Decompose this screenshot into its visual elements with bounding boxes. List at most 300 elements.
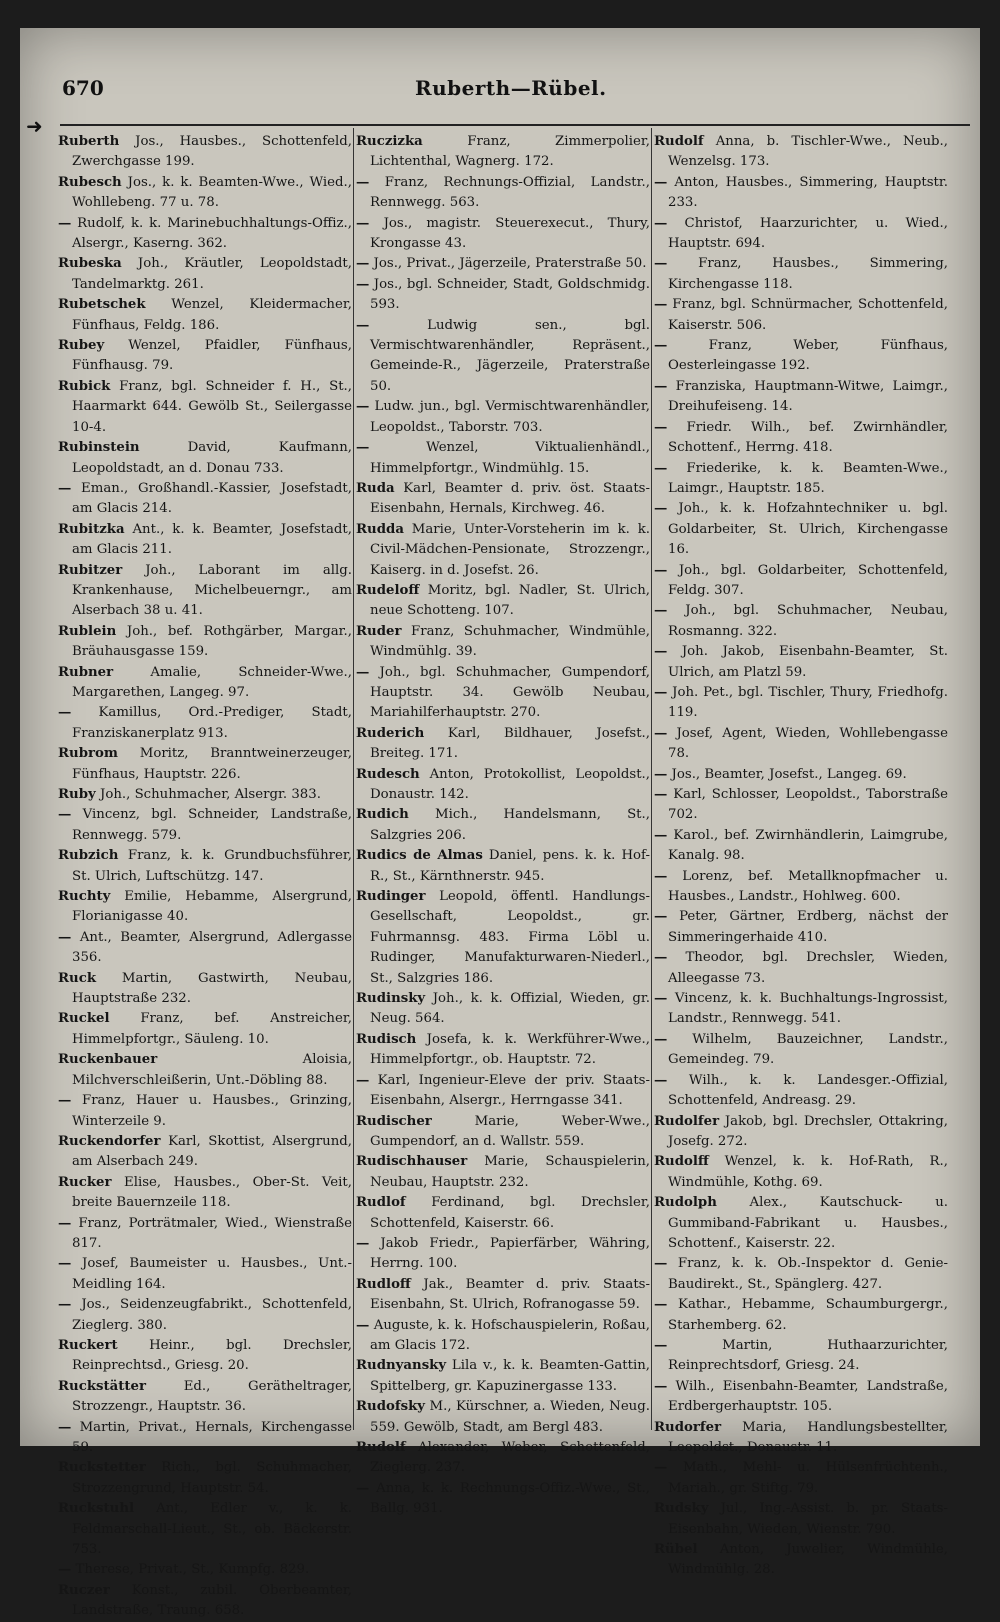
entry-details: Wilhelm, Bauzeichner, Landstr., Gemeindeg. 79.	[668, 1031, 948, 1068]
directory-entry	[654, 948, 948, 989]
directory-entry	[58, 969, 352, 1010]
entry-surname: —	[654, 868, 668, 884]
entry-surname: Ruckel	[58, 1011, 110, 1027]
directory-entry	[58, 1377, 352, 1418]
entry-details: Wenzel, Viktualienhändl., Himmelpfortgr., Windmühlg. 15.	[370, 440, 651, 476]
directory-entry	[654, 1499, 948, 1540]
entry-surname: —	[654, 1031, 668, 1047]
entry-surname: Rubzich	[58, 848, 119, 864]
entry-details: Marie, Weber-Wwe., Gumpendorf, an d. Wallstr. 559.	[370, 1113, 650, 1149]
entry-details: Franziska, Hauptmann-Witwe, Laimgr., Dreihufeiseng. 14.	[668, 378, 948, 415]
column-2	[356, 132, 651, 1517]
entry-details: Karl, Skottist, Alsergrund, am Alserbach 249.	[72, 1133, 352, 1170]
entry-surname: Rudolff	[654, 1154, 709, 1170]
entry-surname: —	[356, 440, 370, 456]
entry-surname: Rudolph	[654, 1195, 717, 1211]
directory-entry	[654, 173, 948, 214]
entry-details: Maria, Handlungsbestellter, Leopoldst., Donaustr. 11.	[668, 1419, 949, 1455]
entry-surname: —	[654, 644, 668, 660]
entry-details: Alex., Kautschuck- u. Gummiband-Fabrikant u. Hausbes., Schottenf., Kaiserstr. 22.	[668, 1195, 948, 1251]
directory-entry	[654, 1377, 948, 1418]
entry-surname: —	[654, 378, 668, 394]
entry-surname: —	[356, 1072, 370, 1088]
entry-surname: —	[654, 827, 668, 843]
entry-details: Jak., Beamter d. priv. Staats-Eisenbahn, St. Ulrich, Rofranogasse 59.	[370, 1276, 650, 1313]
directory-entry	[356, 765, 650, 806]
entry-surname: Rubesch	[58, 174, 122, 190]
entry-details: David, Kaufmann, Leopoldstadt, an d. Donau 733.	[72, 440, 352, 476]
entry-surname: Rübel	[654, 1542, 698, 1558]
directory-entry	[654, 1418, 948, 1459]
entry-details: Christof, Haarzurichter, u. Wied., Hauptstr. 694.	[668, 215, 948, 252]
directory-entry	[58, 520, 352, 561]
entry-details: Mich., Handelsmann, St., Salzgries 206.	[370, 807, 650, 843]
entry-surname: —	[356, 256, 370, 272]
directory-entry	[356, 173, 650, 214]
entry-details: Anton, Hausbes., Simmering, Hauptstr. 233.	[668, 174, 948, 211]
entry-details: Franz, Rechnungs-Offizial, Landstr., Rennwegg. 563.	[370, 174, 650, 211]
directory-entry	[58, 622, 352, 663]
entry-surname: Rubner	[58, 664, 114, 680]
entry-details: Konst., zubil. Oberbeamter, Landstraße, Traung. 658.	[72, 1582, 352, 1619]
directory-entry	[58, 1295, 352, 1336]
directory-entry	[654, 459, 948, 500]
directory-entry	[654, 1540, 948, 1581]
directory-entry	[356, 397, 650, 438]
entry-surname: —	[654, 1378, 668, 1394]
directory-page	[20, 28, 980, 1619]
directory-entry	[58, 1499, 352, 1560]
entry-surname: Ruckendorfer	[58, 1133, 161, 1149]
entry-surname: Rudnyansky	[356, 1358, 447, 1374]
entry-details: Franz, Schuhmacher, Windmühle, Windmühlg. 39.	[370, 623, 650, 660]
directory-entry	[58, 1458, 352, 1499]
entry-surname: —	[654, 603, 668, 619]
entry-details: Elise, Hausbes., Ober-St. Veit, breite Bauernzeile 118.	[72, 1174, 352, 1211]
header-rule	[60, 124, 970, 126]
entry-surname: Rudloff	[356, 1276, 411, 1292]
entry-surname: Rucker	[58, 1174, 112, 1190]
directory-entry	[58, 438, 352, 479]
entry-surname: Rudischhauser	[356, 1154, 468, 1170]
entry-details: Lorenz, bef. Metallknopfmacher u. Hausbes., Landstr., Hohlweg. 600.	[668, 868, 948, 905]
entry-details: Joh. Pet., bgl. Tischler, Thury, Friedhofg. 119.	[668, 684, 949, 721]
entry-surname: Rubeska	[58, 256, 122, 272]
entry-details: Jos., Hausbes., Schottenfeld, Zwerchgasse 199.	[72, 134, 352, 170]
entry-surname: —	[58, 1215, 72, 1231]
directory-entry	[356, 1397, 650, 1438]
entry-surname: Rubitzer	[58, 562, 123, 578]
directory-entry	[58, 1214, 352, 1255]
directory-entry	[654, 724, 948, 765]
entry-surname: —	[654, 460, 668, 476]
entry-surname: Ruckert	[58, 1337, 118, 1353]
entry-surname: Rudich	[356, 807, 409, 823]
column-3	[654, 132, 949, 1578]
directory-entry	[654, 765, 948, 785]
directory-entry	[58, 1091, 352, 1132]
entry-details: Karol., bef. Zwirnhändlerin, Laimgrube, Kanalg. 98.	[668, 827, 948, 864]
entry-surname: Ruckenbauer	[58, 1052, 158, 1068]
entry-details: Josefa, k. k. Werkführer-Wwe., Himmelpfortgr., ob. Hauptstr. 72.	[370, 1031, 650, 1068]
page-number: 670	[62, 76, 104, 100]
entry-surname: —	[356, 276, 370, 292]
entry-surname: —	[654, 256, 668, 272]
directory-entry	[58, 663, 352, 704]
directory-entry	[356, 724, 650, 765]
directory-entry	[58, 295, 352, 336]
entry-surname: Rudolf	[356, 1440, 406, 1455]
entry-surname: —	[654, 297, 668, 313]
directory-entry	[356, 805, 650, 846]
entry-details: Kamillus, Ord.-Prediger, Stadt, Franziskanerplatz 913.	[72, 705, 352, 741]
directory-entry	[356, 438, 650, 479]
directory-entry	[58, 479, 352, 520]
entry-details: Joh., bgl. Schuhmacher, Neubau, Rosmanng. 322.	[668, 603, 949, 639]
entry-details: Ludw. jun., bgl. Vermischtwarenhändler, Leopoldst., Taborstr. 703.	[370, 399, 650, 435]
directory-entry	[356, 663, 650, 724]
directory-entry	[356, 275, 650, 316]
entry-surname: —	[654, 1297, 668, 1313]
directory-entry	[356, 989, 650, 1030]
entry-surname: —	[58, 705, 72, 721]
directory-entry	[654, 1071, 948, 1112]
entry-surname: —	[654, 1337, 668, 1353]
directory-entry	[58, 132, 352, 173]
directory-entry	[356, 1030, 650, 1071]
directory-entry	[356, 214, 650, 255]
entry-details: Auguste, k. k. Hofschauspielerin, Roßau, am Glacis 172.	[370, 1317, 650, 1353]
entry-details: Karl, Bildhauer, Josefst., Breiteg. 171.	[370, 725, 650, 762]
entry-surname: Rubick	[58, 378, 111, 394]
entry-details: Math., Mehl- u. Hülsenfrüchtenh., Mariah., gr. Stiftg. 79.	[668, 1460, 949, 1496]
column-divider	[353, 128, 354, 1430]
entry-details: Jul., Ing.-Assist. b. pr. Staats-Eisenbahn, Wieden, Wienstr. 790.	[668, 1501, 948, 1537]
directory-entry	[654, 1030, 948, 1071]
entry-surname: Ruby	[58, 787, 96, 802]
entry-surname: Ruckstätter	[58, 1378, 147, 1394]
directory-entry	[58, 173, 352, 214]
directory-entry	[654, 642, 948, 683]
entry-details: Joh., Kräutler, Leopoldstadt, Tandelmarktg. 261.	[72, 256, 352, 292]
directory-entry	[654, 336, 948, 377]
entry-details: Franz, k. k. Ob.-Inspektor d. Genie-Baudirekt., St., Spänglerg. 427.	[668, 1256, 948, 1292]
entry-surname: —	[654, 1256, 668, 1272]
directory-entry	[58, 744, 352, 785]
entry-details: Karl, Schlosser, Leopoldst., Taborstraße 702.	[668, 787, 948, 823]
entry-details: Jakob Friedr., Papierfärber, Währing, Herrng. 100.	[370, 1235, 650, 1272]
directory-entry	[58, 928, 352, 969]
entry-surname: —	[654, 766, 668, 782]
entry-details: Alexander, Weber, Schottenfeld, Zieglerg. 237.	[370, 1440, 651, 1476]
entry-surname: —	[654, 1460, 668, 1476]
entry-details: Jos., magistr. Steuerexecut., Thury, Krongasse 43.	[370, 215, 650, 252]
directory-entry	[58, 336, 352, 377]
column-1	[58, 132, 353, 1619]
entry-details: Franz, Porträtmaler, Wied., Wienstraße 817.	[72, 1215, 352, 1251]
entry-details: Eman., Großhandl.-Kassier, Josefstadt, am Glacis 214.	[72, 480, 352, 517]
entry-surname: Rudlof	[356, 1195, 406, 1211]
entry-details: Wenzel, Pfaidler, Fünfhaus, Fünfhausg. 79.	[72, 338, 352, 374]
entry-details: Wilh., k. k. Landesger.-Offizial, Schottenfeld, Andreasg. 29.	[668, 1072, 948, 1109]
entry-surname: —	[654, 684, 668, 700]
entry-details: Joh., bef. Rothgärber, Margar., Bräuhausgasse 159.	[72, 623, 352, 660]
entry-details: Heinr., bgl. Drechsler, Reinprechtsd., Griesg. 20.	[72, 1337, 352, 1374]
entry-surname: Rudsky	[654, 1501, 709, 1517]
column-divider	[651, 128, 652, 1430]
entry-details: Anton, Juwelier, Windmühle, Windmühlg. 28.	[668, 1542, 949, 1578]
entry-details: Jakob, bgl. Drechsler, Ottakring, Josefg. 272.	[668, 1113, 948, 1149]
entry-details: Kathar., Hebamme, Schaumburgergr., Starhemberg. 62.	[668, 1297, 948, 1333]
entry-surname: Ruckstetter	[58, 1460, 146, 1476]
entry-details: Ferdinand, bgl. Drechsler, Schottenfeld, Kaiserstr. 66.	[370, 1195, 650, 1231]
directory-entry	[654, 418, 948, 459]
entry-surname: —	[654, 787, 668, 802]
entry-surname: —	[654, 215, 668, 231]
entry-details: Joh. Jakob, Eisenbahn-Beamter, St. Ulrich, am Platzl 59.	[668, 644, 948, 680]
entry-details: Rich., bgl. Schuhmacher, Strozzengrund, Hauptstr. 54.	[72, 1460, 352, 1496]
entry-surname: Ruczizka	[356, 134, 423, 149]
entry-surname: Ruder	[356, 623, 402, 639]
directory-entry	[654, 254, 948, 295]
entry-details: Moritz, bgl. Nadler, St. Ulrich, neue Schotteng. 107.	[370, 582, 650, 619]
entry-details: Jos., bgl. Schneider, Stadt, Goldschmidg. 593.	[370, 276, 650, 313]
entry-details: Ludwig sen., bgl. Vermischtwarenhändler, Repräsent., Gemeinde-R., Jägerzeile, Praterstraße 50.	[370, 317, 650, 394]
entry-surname: Rudofsky	[356, 1399, 426, 1415]
directory-entry	[654, 377, 948, 418]
directory-entry	[356, 846, 650, 887]
entry-surname: —	[58, 1093, 72, 1109]
entry-details: Ant., Beamter, Alsergrund, Adlergasse 356.	[72, 929, 352, 966]
directory-entry	[58, 785, 352, 805]
entry-surname: Rudolf	[654, 134, 704, 149]
entry-surname: —	[356, 174, 370, 190]
directory-entry	[356, 479, 650, 520]
entry-surname: —	[654, 1072, 668, 1088]
entry-surname: —	[58, 1562, 72, 1578]
entry-details: Wilh., Eisenbahn-Beamter, Landstraße, Erdbergerhauptstr. 105.	[668, 1378, 948, 1415]
entry-details: Wenzel, k. k. Hof-Rath, R., Windmühle, Kothg. 69.	[668, 1154, 948, 1190]
directory-entry	[58, 1418, 352, 1459]
entry-surname: Ruderich	[356, 725, 425, 741]
entry-details: Wenzel, Kleidermacher, Fünfhaus, Feldg. 186.	[72, 297, 352, 333]
entry-details: Rudolf, k. k. Marinebuchhaltungs-Offiz., Alsergr., Kaserng. 362.	[72, 215, 352, 252]
entry-details: Vincenz, k. k. Buchhaltungs-Ingrossist, Landstr., Rennwegg. 541.	[668, 991, 949, 1027]
entry-surname: Ruczer	[58, 1582, 110, 1598]
entry-details: Anton, Protokollist, Leopoldst., Donaustr. 142.	[370, 766, 650, 802]
entry-details: Jos., Privat., Jägerzeile, Praterstraße 50.	[373, 256, 647, 272]
entry-details: Jos., k. k. Beamten-Wwe., Wied., Wohllebeng. 77 u. 78.	[72, 174, 353, 211]
entry-details: Therese, Privat., St., Kumpfg. 829.	[75, 1562, 310, 1578]
directory-entry	[356, 1438, 650, 1479]
entry-details: Martin, Privat., Hernals, Kirchengasse 59.	[72, 1419, 352, 1455]
entry-details: Friederike, k. k. Beamten-Wwe., Laimgr., Hauptstr. 185.	[668, 460, 949, 496]
entry-surname: Rudeloff	[356, 582, 420, 598]
entry-details: Friedr. Wilh., bef. Zwirnhändler, Schottenf., Herrng. 418.	[668, 419, 948, 456]
entry-details: Franz, Hauer u. Hausbes., Grinzing, Winterzeile 9.	[72, 1093, 352, 1129]
entry-details: Franz, bgl. Schneider f. H., St., Haarmarkt 644. Gewölb St., Seilergasse 10-4.	[72, 378, 352, 435]
entry-details: Anna, b. Tischler-Wwe., Neub., Wenzelsg. 173.	[668, 134, 948, 170]
directory-entry	[58, 254, 352, 295]
directory-entry	[58, 1581, 352, 1622]
directory-entry	[58, 561, 352, 622]
entry-details: Josef, Agent, Wieden, Wohllebengasse 78.	[668, 725, 948, 762]
directory-entry	[58, 1336, 352, 1377]
entry-surname: —	[58, 1297, 72, 1313]
entry-surname: —	[58, 807, 72, 823]
entry-details: Franz, Hausbes., Simmering, Kirchengasse 118.	[668, 256, 948, 292]
directory-entry	[356, 581, 650, 622]
entry-surname: —	[356, 664, 370, 680]
directory-entry	[356, 520, 650, 581]
directory-entry	[356, 1152, 650, 1193]
directory-entry	[58, 1173, 352, 1214]
directory-entry	[356, 622, 650, 663]
directory-entry	[654, 826, 948, 867]
directory-entry	[654, 214, 948, 255]
directory-entry	[356, 316, 650, 398]
entry-surname: —	[356, 317, 370, 333]
directory-entry	[654, 1458, 948, 1499]
directory-entry	[58, 1009, 352, 1050]
running-head: Ruberth—Rübel.	[415, 76, 607, 100]
entry-surname: —	[356, 215, 370, 231]
directory-entry	[356, 1112, 650, 1153]
entry-details: Franz, bef. Anstreicher, Himmelpfortgr., Säuleng. 10.	[72, 1011, 352, 1047]
entry-surname: —	[654, 501, 668, 517]
directory-entry	[654, 989, 948, 1030]
entry-surname: Rudolfer	[654, 1113, 720, 1129]
entry-details: Franz, k. k. Grundbuchsführer, St. Ulrich, Luftschützg. 147.	[72, 848, 352, 884]
entry-surname: Rublein	[58, 623, 117, 639]
directory-entry	[356, 1316, 650, 1357]
entry-surname: —	[654, 909, 668, 925]
entry-details: Leopold, öffentl. Handlungs-Gesellschaft, Leopoldst., gr. Fuhrmannsg. 483. Firma Löbl u. Rudinger, Manufakturwaren-Niederl., St., Salzgries 186.	[370, 889, 650, 986]
entry-surname: —	[58, 1419, 72, 1435]
entry-surname: Ruda	[356, 480, 395, 496]
entry-surname: —	[654, 338, 668, 354]
entry-surname: —	[654, 991, 668, 1007]
entry-details: Karl, Ingenieur-Eleve der priv. Staats-Eisenbahn, Alsergr., Herrngasse 341.	[370, 1072, 650, 1109]
directory-entry	[58, 1050, 352, 1091]
directory-entry	[654, 683, 948, 724]
directory-entry	[58, 377, 352, 438]
directory-entry	[356, 1193, 650, 1234]
entry-details: Franz, bgl. Schnürmacher, Schottenfeld, Kaiserstr. 506.	[668, 297, 948, 333]
entry-surname: —	[356, 399, 370, 415]
directory-entry	[654, 132, 948, 173]
directory-entry	[654, 561, 948, 602]
entry-details: Marie, Schauspielerin, Neubau, Hauptstr. 232.	[370, 1154, 650, 1190]
entry-details: Ant., k. k. Beamter, Josefstadt, am Glacis 211.	[72, 521, 353, 558]
directory-entry	[58, 1560, 352, 1580]
directory-entry	[58, 1132, 352, 1173]
entry-details: Joh., bgl. Goldarbeiter, Schottenfeld, Feldg. 307.	[668, 562, 948, 598]
directory-entry	[356, 1356, 650, 1397]
margin-arrow-icon: ➜	[26, 114, 43, 138]
directory-entry	[654, 601, 948, 642]
directory-entry	[58, 887, 352, 928]
entry-surname: —	[356, 1480, 370, 1496]
entry-surname: Rubey	[58, 338, 105, 354]
entry-details: Daniel, pens. k. k. Hof-R., St., Kärnthnerstr. 945.	[370, 848, 650, 884]
directory-entry	[58, 214, 352, 255]
directory-entry	[654, 295, 948, 336]
entry-surname: Ruchty	[58, 889, 111, 905]
directory-entry	[654, 1254, 948, 1295]
entry-details: Jos., Seidenzeugfabrikt., Schottenfeld, Zieglerg. 380.	[72, 1297, 353, 1333]
entry-surname: —	[654, 419, 668, 435]
directory-entry	[356, 1071, 650, 1112]
entry-details: Martin, Huthaarzurichter, Reinprechtsdorf, Griesg. 24.	[668, 1337, 948, 1374]
entry-surname: Rudischer	[356, 1113, 432, 1129]
entry-details: Jos., Beamter, Josefst., Langeg. 69.	[671, 766, 907, 782]
directory-entry	[58, 1254, 352, 1295]
directory-entry	[58, 805, 352, 846]
directory-entry	[356, 1275, 650, 1316]
entry-surname: Rubetschek	[58, 297, 146, 313]
entry-surname: Rudinger	[356, 889, 426, 905]
entry-details: Vincenz, bgl. Schneider, Landstraße, Rennwegg. 579.	[72, 807, 352, 843]
directory-entry	[654, 1336, 948, 1377]
entry-surname: Rubrom	[58, 746, 118, 762]
entry-surname: Rudda	[356, 521, 404, 537]
entry-surname: Rudisch	[356, 1031, 417, 1047]
entry-surname: Rubitzka	[58, 521, 125, 537]
directory-entry	[654, 1295, 948, 1336]
directory-entry	[654, 907, 948, 948]
directory-entry	[356, 887, 650, 989]
entry-details: Joh., k. k. Offizial, Wieden, gr. Neug. 564.	[370, 991, 650, 1027]
entry-details: Joh., Laborant im allg. Krankenhause, Michelbeuerngr., am Alserbach 38 u. 41.	[72, 562, 352, 619]
entry-surname: Ruckstuhl	[58, 1501, 135, 1517]
entry-details: Amalie, Schneider-Wwe., Margarethen, Langeg. 97.	[72, 664, 352, 700]
entry-details: Theodor, bgl. Drechsler, Wieden, Alleegasse 73.	[668, 950, 948, 986]
entry-details: Aloisia, Milchverschleißerin, Unt.-Döbling 88.	[72, 1052, 352, 1088]
entry-details: Franz, Weber, Fünfhaus, Oesterleingasse 192.	[668, 338, 948, 374]
entry-details: Marie, Unter-Vorsteherin im k. k. Civil-Mädchen-Pensionate, Strozzengr., Kaiserg. in d. Josefst. 26.	[370, 521, 650, 578]
entry-surname: Rudics de Almas	[356, 848, 483, 864]
entry-surname: Rudinsky	[356, 991, 426, 1007]
entry-surname: —	[58, 929, 72, 945]
entry-details: Anna, k. k. Rechnungs-Offiz.-Wwe., St., Ballg. 931.	[370, 1480, 650, 1517]
entry-surname: Ruck	[58, 970, 97, 986]
directory-entry	[654, 499, 948, 560]
entry-surname: —	[58, 480, 72, 496]
directory-entry	[58, 846, 352, 887]
entry-surname: Rudorfer	[654, 1419, 722, 1435]
entry-details: Ed., Gerätheltrager, Strozzengr., Hauptstr. 36.	[72, 1378, 352, 1415]
entry-details: Lila v., k. k. Beamten-Gattin, Spittelberg, gr. Kapuzinergasse 133.	[370, 1358, 650, 1394]
entry-details: Joh., bgl. Schuhmacher, Gumpendorf, Hauptstr. 34. Gewölb Neubau, Mariahilferhauptstr. 270.	[370, 664, 651, 721]
entry-surname: —	[58, 215, 72, 231]
entry-surname: —	[654, 950, 668, 966]
entry-details: Joh., Schuhmacher, Alsergr. 383.	[99, 787, 321, 802]
entry-details: Emilie, Hebamme, Alsergrund, Florianigasse 40.	[72, 889, 352, 925]
directory-entry	[356, 1479, 650, 1520]
directory-entry	[654, 1152, 948, 1193]
entry-details: Ant., Edler v., k. k. Feldmarschall-Lieut., St., ob. Bäckerstr. 753.	[72, 1501, 352, 1558]
directory-entry	[58, 703, 352, 744]
entry-details: Moritz, Branntweinerzeuger, Fünfhaus, Hauptstr. 226.	[72, 746, 352, 782]
directory-entry	[356, 254, 650, 274]
entry-surname: —	[356, 1317, 370, 1333]
directory-entry	[356, 1234, 650, 1275]
entry-surname: Rudesch	[356, 766, 420, 782]
entry-details: Joh., k. k. Hofzahntechniker u. bgl. Goldarbeiter, St. Ulrich, Kirchengasse 16.	[668, 501, 948, 558]
entry-surname: —	[654, 562, 668, 578]
entry-surname: —	[356, 1235, 370, 1251]
